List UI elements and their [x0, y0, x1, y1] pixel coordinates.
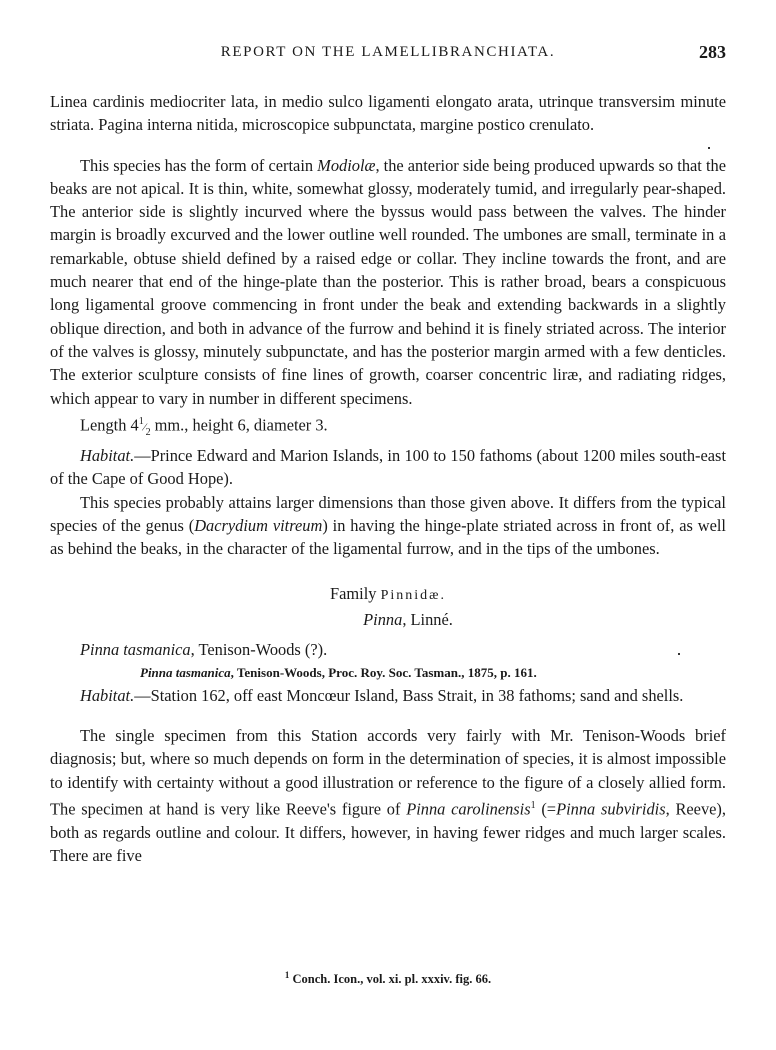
family-heading: Family Pinnidæ.: [330, 584, 446, 604]
genus-name: Pinna: [363, 610, 403, 630]
habitat-paragraph: Habitat.—Prince Edward and Marion Islands, in 100 to 150 fathoms (about 1200 miles south-east of the Cape of Good Hope).: [50, 445, 726, 489]
species-name-carolinensis: Pinna carolinensis: [406, 799, 531, 819]
habitat-label: Habitat.: [80, 445, 135, 465]
family-name: Pinnidæ.: [380, 588, 446, 604]
genus-heading: Pinna, Linné.: [363, 610, 453, 630]
latin-description: [50, 90, 726, 137]
habitat-paragraph-2: Habitat.—Station 162, off east Moncœur Island, Bass Strait, in 38 fathoms; sand and shells.: [80, 685, 684, 705]
print-speck: [678, 653, 680, 655]
latin-description-text: Linea cardinis mediocriter lata, in medio sulco ligamenti elongato arata, utrinque transversim minute striata. Pagina interna nitida, microscopice subpunctata, margine postico crenulato.: [50, 92, 726, 135]
page-body: [50, 90, 726, 867]
footnote-reference: 1: [530, 799, 536, 811]
page-number: 283: [699, 42, 726, 62]
page-header: [50, 44, 726, 68]
running-head: REPORT ON THE LAMELLIBRANCHIATA.: [220, 44, 556, 60]
comparison-paragraph: This species probably attains larger dimensions than those given above. It differs from the typical species of the genus (Dacrydium vitreum) in having the hinge-plate striated across in front of, as well as behind the beaks, in the character of the ligamental furrow, and in the tips of the umbones.: [50, 492, 726, 559]
habitat-label-2: Habitat.: [80, 685, 135, 705]
footnote: $^1$ Conch. Icon., vol. xi. pl. xxxiv. fig. 66.: [284, 970, 492, 987]
print-speck: [708, 147, 710, 149]
dimensions-line: Length $4^1⁄_2$ mm., height 6, diameter 3.: [80, 415, 328, 438]
species-reference: Pinna tasmanica, Tenison-Woods, Proc. Roy. Soc. Tasman., 1875, p. 161.: [140, 664, 537, 680]
specimen-paragraph: The single specimen from this Station accords very fairly with Mr. Tenison-Woods brief diagnosis; but, where so much depends on form in the determination of species, it is almost impossible to identify with certainty without a good illustration or reference to the figure of a closely allied form. The specimen at hand is very like Reeve's figure of Pinna carolinensis$^1$ (=Pinna subviridis, Reeve), both as regards outline and colour. It differs, however, in having fewer ridges and much larger scales. There are five: [50, 725, 726, 865]
species-name: Pinna tasmanica: [80, 640, 191, 660]
species-name-subviridis: Pinna subviridis: [556, 799, 666, 819]
genus-name-modiolae: Modiolæ: [317, 155, 376, 175]
species-description-paragraph: This species has the form of certain Modiolæ, the anterior side being produced upwards so that the beaks are not apical. It is thin, white, somewhat glossy, moderately tumid, and irregularly pear-shaped. The anterior side is slightly incurved where the byssus would pass between the valves. The hinder margin is broadly excurved and the lower outline well rounded. The umbones are small, terminate in a remarkable, obtuse shield defined by a raised edge or collar. They incline towards the front, and are much nearer that end of the hinge-plate than the posterior. This is rather broad, bears a conspicuous long ligamental groove commencing in front under the beak and extending backwards in a slightly oblique direction, and both in advance of the furrow and behind it is finely striated across. The interior of the valves is glossy, minutely subpunctate, and has the posterior margin armed with a few denticles. The exterior sculpture consists of fine lines of growth, coarser concentric liræ, and radiating ridges, which appear to vary in number in different specimens.: [50, 155, 726, 408]
species-name-dacrydium: Dacrydium vitreum: [194, 515, 323, 535]
species-heading: Pinna tasmanica, Tenison-Woods (?).: [80, 640, 328, 660]
